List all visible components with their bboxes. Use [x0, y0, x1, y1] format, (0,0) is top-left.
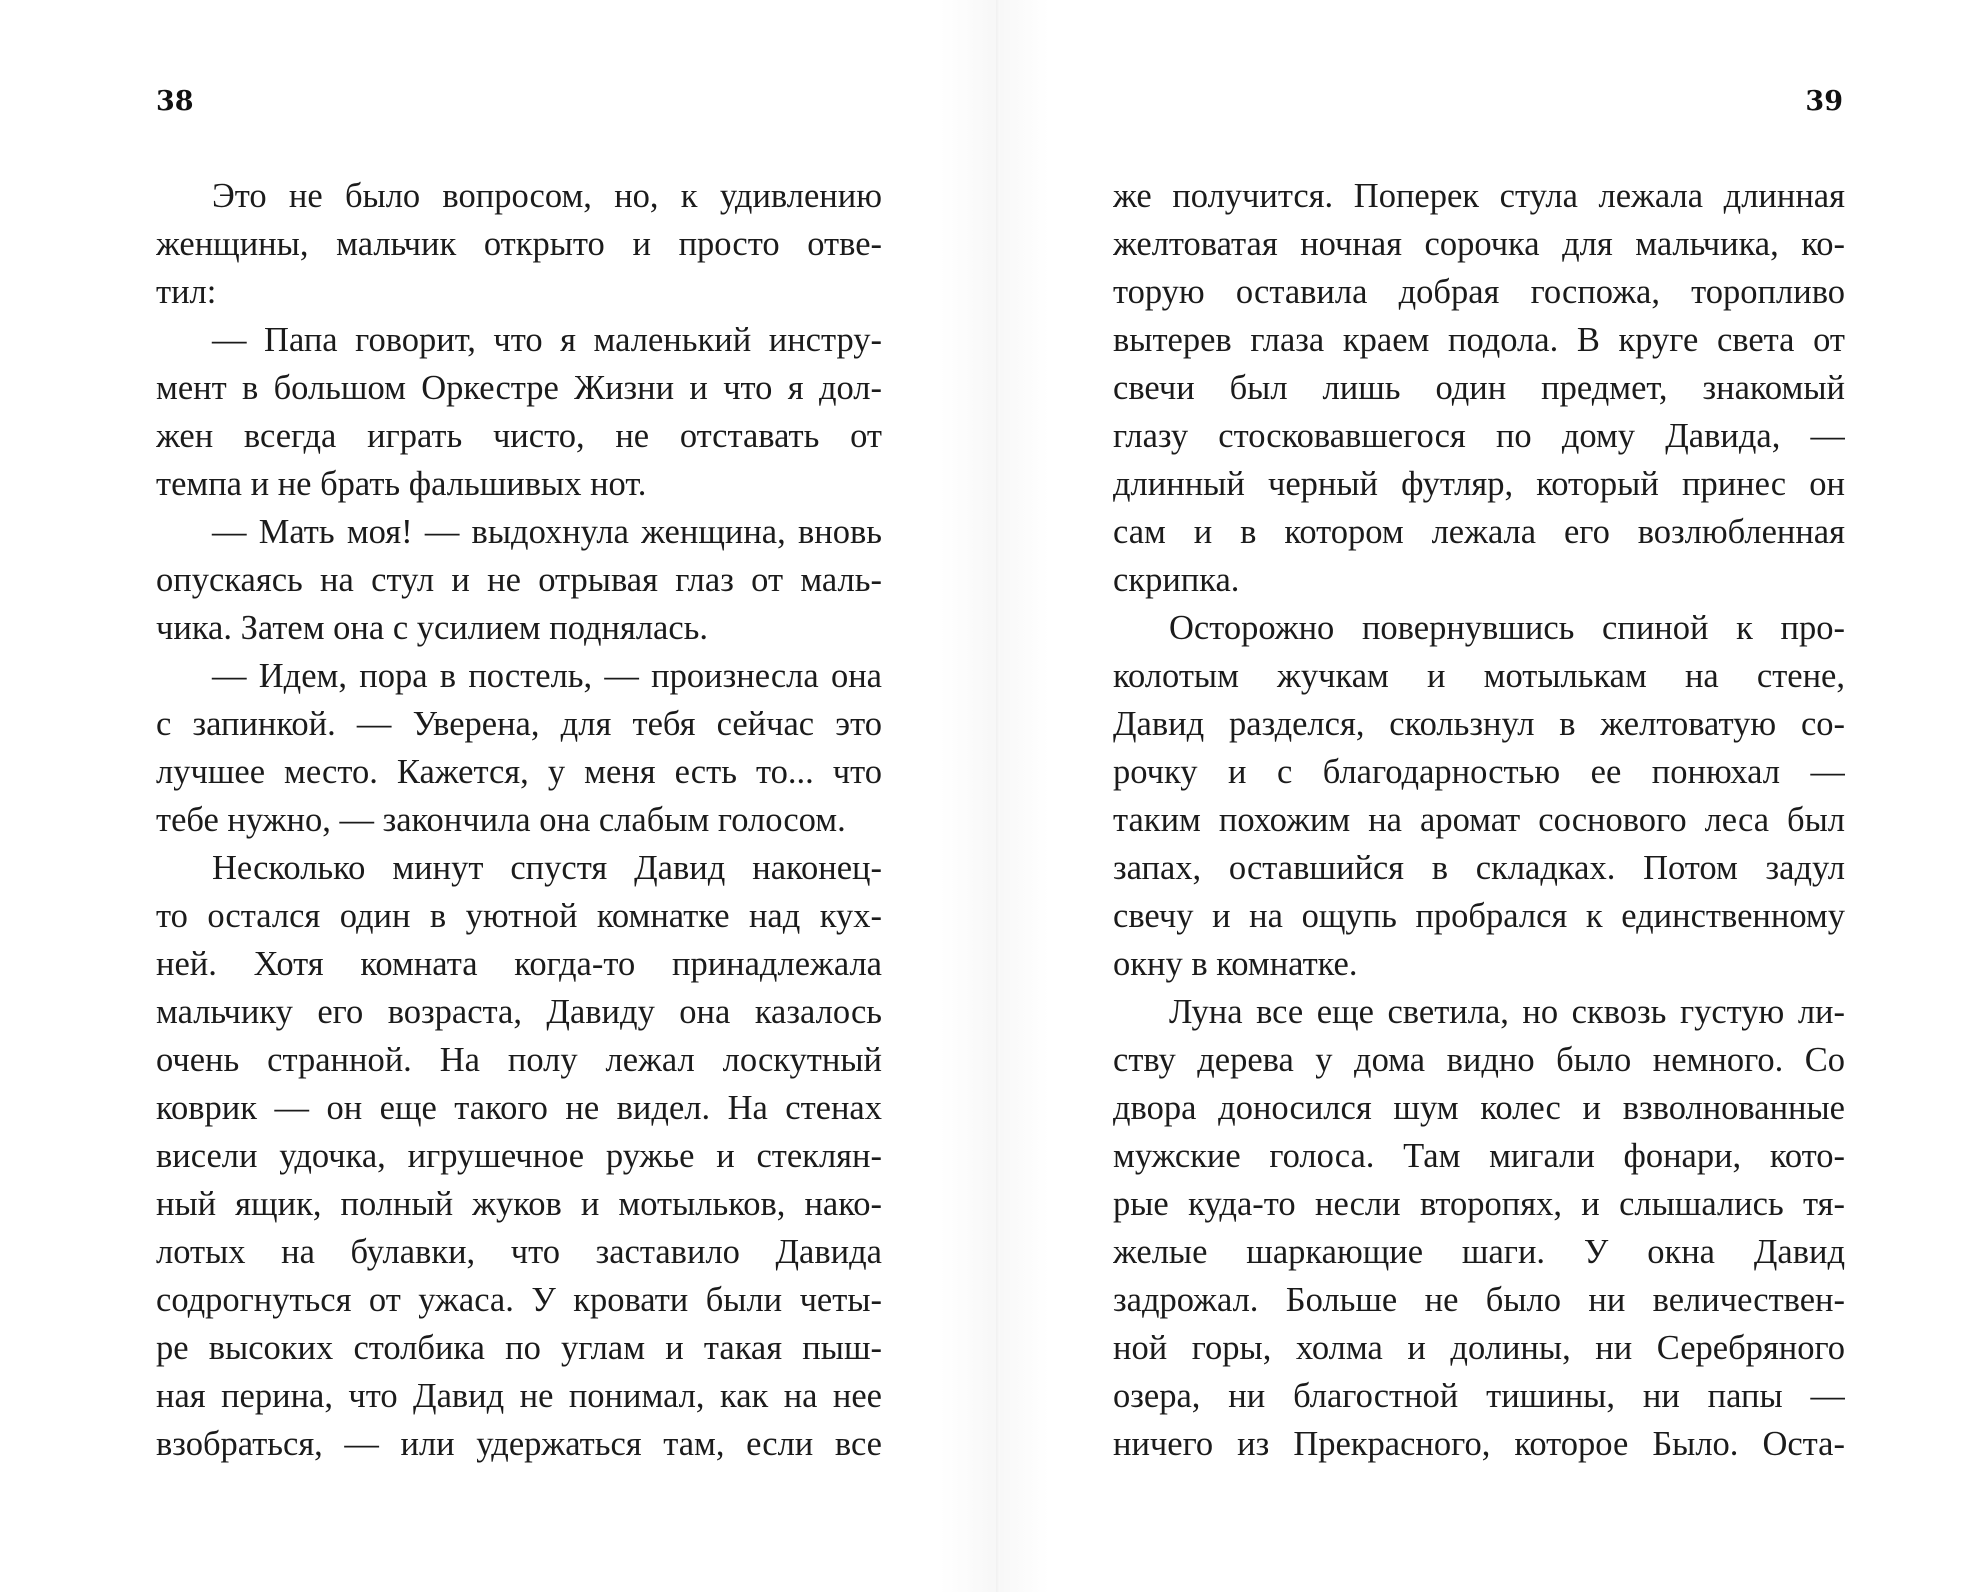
- text-line: торую оставила добрая госпожа, торопливо: [1113, 273, 1845, 311]
- text-line: коврик — он еще такого не видел. На стенах: [156, 1089, 882, 1127]
- text-line: запах, оставшийся в складках. Потом задул: [1113, 849, 1845, 887]
- text-line: Давид разделся, скользнул в желтоватую со-: [1113, 705, 1845, 743]
- text-line: лучшее место. Кажется, у меня есть то... что: [156, 753, 882, 791]
- text-line: двора доносился шум колес и взволнованные: [1113, 1089, 1845, 1127]
- text-line: скрипка.: [1113, 561, 1240, 599]
- text-line: таким похожим на аромат соснового леса был: [1113, 801, 1845, 839]
- text-line: взобраться, — или удержаться там, если все: [156, 1425, 882, 1463]
- text-line: сам и в котором лежала его возлюбленная: [1113, 513, 1845, 551]
- text-line: мент в большом Оркестре Жизни и что я дол-: [156, 369, 882, 407]
- text-line: — Идем, пора в постель, — произнесла она: [212, 657, 882, 695]
- text-line: мужские голоса. Там мигали фонари, кото-: [1113, 1137, 1845, 1175]
- text-line: то остался один в уютной комнатке над кух-: [156, 897, 882, 935]
- text-line: глазу стосковавшегося по дому Давида, —: [1113, 417, 1845, 455]
- text-line: темпа и не брать фальшивых нот.: [156, 465, 647, 503]
- text-line: Луна все еще светила, но сквозь густую ли-: [1169, 993, 1845, 1031]
- text-line: свечи был лишь один предмет, знакомый: [1113, 369, 1845, 407]
- text-line: чика. Затем она с усилием поднялась.: [156, 609, 709, 647]
- text-line: лотых на булавки, что заставило Давида: [156, 1233, 882, 1271]
- text-line: рые куда-то несли второпях, и слышались тя-: [1113, 1185, 1845, 1223]
- body-text: [156, 172, 882, 1468]
- text-line: мальчику его возраста, Давиду она казалось: [156, 993, 882, 1031]
- text-line: с запинкой. — Уверена, для тебя сейчас это: [156, 705, 882, 743]
- page-number: 38: [156, 86, 194, 117]
- text-line: — Папа говорит, что я маленький инстру-: [212, 321, 882, 359]
- text-line: свечу и на ощупь пробрался к единственному: [1113, 897, 1845, 935]
- text-line: висели удочка, игрушечное ружье и стеклян-: [156, 1137, 882, 1175]
- text-line: ная перина, что Давид не понимал, как на нее: [156, 1377, 882, 1415]
- text-line: же получится. Поперек стула лежала длинная: [1113, 177, 1845, 215]
- text-line: желые шаркающие шаги. У окна Давид: [1113, 1233, 1845, 1271]
- page-number: 39: [1805, 86, 1843, 117]
- text-line: ней. Хотя комната когда-то принадлежала: [156, 945, 882, 983]
- text-line: длинный черный футляр, который принес он: [1113, 465, 1845, 503]
- text-line: опускаясь на стул и не отрывая глаз от маль-: [156, 561, 882, 599]
- text-line: ре высоких столбика по углам и такая пыш-: [156, 1329, 882, 1367]
- text-line: окну в комнатке.: [1113, 945, 1358, 983]
- text-line: рочку и с благодарностью ее понюхал —: [1113, 753, 1845, 791]
- text-line: содрогнуться от ужаса. У кровати были четы-: [156, 1281, 882, 1319]
- text-line: задрожал. Больше не было ни величествен-: [1113, 1281, 1845, 1319]
- text-line: ству дерева у дома видно было немного. Со: [1113, 1041, 1845, 1079]
- text-line: вытерев глаза краем подола. В круге света от: [1113, 321, 1845, 359]
- text-line: Несколько минут спустя Давид наконец-: [212, 849, 882, 887]
- text-line: тебе нужно, — закончила она слабым голосом.: [156, 801, 846, 839]
- text-line: ной горы, холма и долины, ни Серебряного: [1113, 1329, 1845, 1367]
- text-line: Осторожно повернувшись спиной к про-: [1169, 609, 1845, 647]
- text-line: ный ящик, полный жуков и мотыльков, нако-: [156, 1185, 882, 1223]
- text-line: тил:: [156, 273, 217, 311]
- text-line: жен всегда играть чисто, не отставать от: [156, 417, 882, 455]
- text-line: — Мать моя! — выдохнула женщина, вновь: [212, 513, 882, 551]
- text-line: ничего из Прекрасного, которое Было. Оста-: [1113, 1425, 1845, 1463]
- text-line: озера, ни благостной тишины, ни папы —: [1113, 1377, 1845, 1415]
- text-line: Это не было вопросом, но, к удивлению: [212, 177, 882, 215]
- text-line: очень странной. На полу лежал лоскутный: [156, 1041, 882, 1079]
- text-line: колотым жучкам и мотылькам на стене,: [1113, 657, 1845, 695]
- body-text: [1113, 172, 1845, 1468]
- text-line: женщины, мальчик открыто и просто отве-: [156, 225, 882, 263]
- text-line: желтоватая ночная сорочка для мальчика, ко-: [1113, 225, 1845, 263]
